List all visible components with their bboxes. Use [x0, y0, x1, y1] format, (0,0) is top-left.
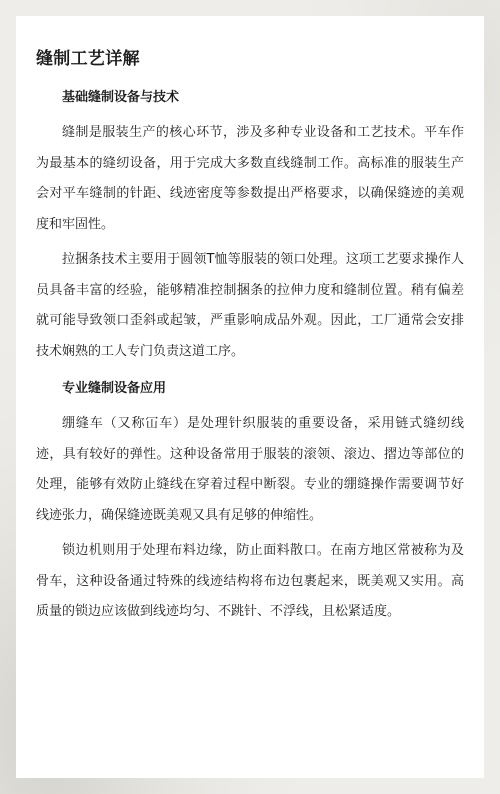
paragraph-coverstitch-machine: 绷缝车（又称冚车）是处理针织服装的重要设备，采用链式缝纫线迹，具有较好的弹性。这种设备常用于服装的滚领、滚边、摺边等部位的处理，能够有效防止缝线在穿着过程中断裂。专业的绷缝操作需要调节好线迹张力，确保缝迹既美观又具有足够的伸缩性。 — [36, 416, 464, 523]
paragraph-sewing-overview: 缝制是服装生产的核心环节，涉及多种专业设备和工艺技术。平车作为最基本的缝纫设备，用于完成大多数直线缝制工作。高标准的服装生产会对平车缝制的针距、线迹密度等参数提出严格要求，以确保缝迹的美观度和牢固性。 — [36, 125, 464, 232]
paragraph-binding-technique: 拉捆条技术主要用于圆领T恤等服装的领口处理。这项工艺要求操作人员具备丰富的经验，能够精准控制捆条的拉伸力度和缝制位置。稍有偏差就可能导致领口歪斜或起皱，严重影响成品外观。因此，工厂通常会安排技术娴熟的工人专门负责这道工序。 — [36, 252, 464, 359]
paragraph-overlock-machine: 锁边机则用于处理布料边缘，防止面料散口。在南方地区常被称为及骨车，这种设备通过特殊的线迹结构将布边包裹起来，既美观又实用。高质量的锁边应该做到线迹均匀、不跳针、不浮线，且松紧适度。 — [36, 543, 464, 619]
section-heading-basic-equipment: 基础缝制设备与技术 — [62, 90, 180, 105]
document-title: 缝制工艺详解 — [36, 49, 140, 69]
document-page — [16, 16, 484, 778]
section-heading-specialized-equipment: 专业缝制设备应用 — [62, 381, 167, 396]
